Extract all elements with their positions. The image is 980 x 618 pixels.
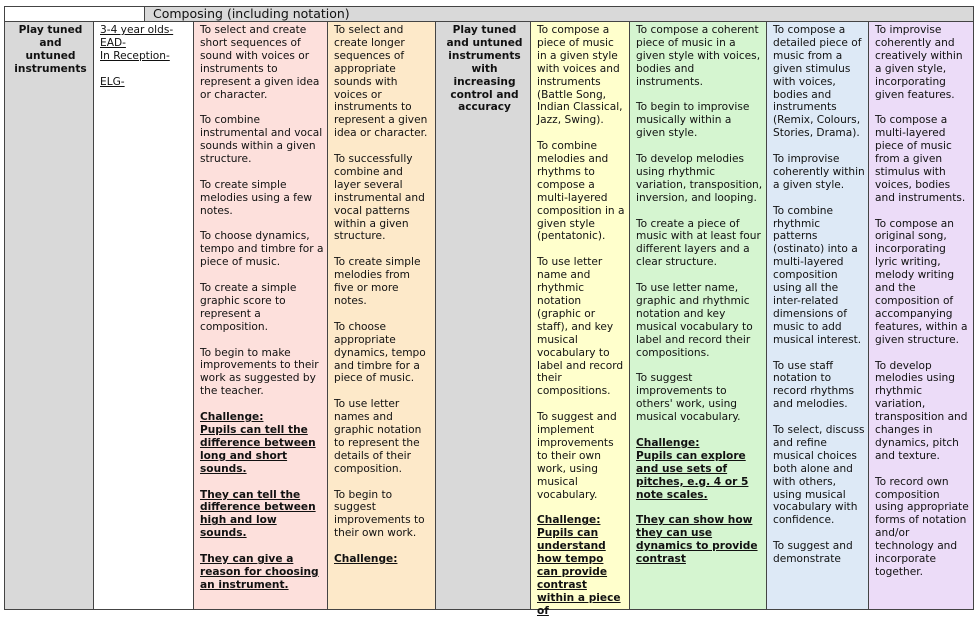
challenge-text: They can tell the difference between high and low sounds. — [200, 488, 316, 540]
heading-blank-cell — [4, 6, 145, 22]
challenge-text: They can give a reason for choosing an instrument. — [200, 553, 319, 591]
objective-text: To compose a piece of music in a given style with voices and instruments (Battle Song, Indian Classical, Jazz, Swing). — [537, 24, 623, 127]
objective-text: To create simple melodies using a few notes. — [200, 178, 313, 217]
objective-text: To suggest and demonstrate — [773, 540, 853, 566]
heading-row — [4, 6, 974, 22]
objective-text: To compose a multi-layered piece of music from a given stimulus with voices, bodies and instruments. — [875, 114, 966, 204]
spacer — [100, 63, 190, 76]
objective-text: To compose a coherent piece of music in a given style with voices, bodies and instruments. — [636, 24, 761, 88]
objective-text: To select and create short sequences of sound with voices or instruments to represent a given idea or character. — [200, 24, 320, 101]
objective-text: To combine melodies and rhythms to compose a multi-layered composition in a given style (pentatonic). — [537, 140, 625, 243]
column-year-1 — [194, 22, 328, 610]
challenge-text: Pupils can understand how tempo can provide contrast within a piece of — [537, 527, 621, 617]
column-label-play-with-control — [436, 22, 531, 610]
objective-text: To choose appropriate dynamics, tempo and timbre for a piece of music. — [334, 320, 426, 385]
objective-text: To record own composition using appropriate forms of notation and/or technology and incorporate together. — [875, 475, 969, 578]
column-year-5 — [767, 22, 869, 610]
column-year-4 — [630, 22, 767, 610]
objective-text: To use letter name and rhythmic notation (graphic or staff), and key musical vocabulary to label and record their compositions. — [537, 256, 624, 398]
objective-text: To begin to suggest improvements to their own work. — [334, 488, 425, 540]
challenge-text: They can show how they can use dynamics to provide contrast — [636, 514, 758, 566]
strand-label: Play tuned and untuned instruments with increasing control and accuracy — [446, 24, 523, 114]
challenge-heading: Challenge: — [537, 514, 601, 527]
objective-text: To combine instrumental and vocal sounds within a given structure. — [200, 114, 323, 166]
stage-label: EAD- — [100, 36, 126, 49]
objective-text: To begin to make improvements to their work as suggested by the teacher. — [200, 346, 319, 398]
objective-text: To create simple melodies from five or more notes. — [334, 256, 421, 307]
objective-text: To use letter name, graphic and rhythmic notation and key musical vocabulary to label and record their compositions. — [636, 282, 753, 359]
objective-text: To suggest and implement improvements to their own work, using musical vocabulary. — [537, 411, 617, 501]
objective-text: To create a simple graphic score to represent a composition. — [200, 282, 297, 333]
stage-label: 3-4 year olds- — [100, 24, 174, 36]
challenge-text: Pupils can explore and use sets of pitches, e.g. 4 or 5 note scales. — [636, 449, 749, 501]
objective-text: To use staff notation to record rhythms and melodies. — [773, 359, 855, 411]
challenge-text: Pupils can tell the difference between long and short sounds. — [200, 424, 316, 475]
objective-text: To improvise coherently and creatively within a given style, incorporating given features. — [875, 24, 963, 101]
objective-text: To create a piece of music with at least four different layers and a clear structure. — [636, 217, 761, 269]
objective-text: To begin to improvise musically within a given style. — [636, 101, 750, 140]
challenge-heading: Challenge: — [636, 436, 700, 449]
objective-text: To select and create longer sequences of appropriate sounds with voices or instruments to represent a given idea or character. — [334, 24, 428, 140]
objective-text: To improvise coherently within a given style. — [773, 153, 865, 191]
objective-text: To suggest improvements to others' work, using musical vocabulary. — [636, 372, 741, 424]
objective-text: To develop melodies using rhythmic variation, transposition, inversion, and looping. — [636, 153, 763, 204]
column-year-2 — [328, 22, 436, 610]
objective-text: To use letter names and graphic notation to represent the details of their composition. — [334, 398, 422, 475]
objective-text: To compose a detailed piece of music from a given stimulus with voices, bodies and instruments (Remix, Colours, Stories, Drama). — [773, 24, 862, 140]
objective-text: To choose dynamics, tempo and timbre for a piece of music. — [200, 230, 324, 269]
objective-text: To successfully combine and layer several instrumental and vocal patterns within a given structure. — [334, 153, 425, 243]
challenge-heading: Challenge: — [200, 411, 264, 424]
column-label-play-instruments — [4, 22, 94, 610]
column-eyfs — [94, 22, 194, 610]
objective-text: To develop melodies using rhythmic variation, transposition and changes in dynamics, pitch and texture. — [875, 359, 968, 462]
challenge-heading: Challenge: — [334, 553, 398, 566]
column-year-6 — [869, 22, 974, 610]
columns-row — [4, 22, 974, 617]
stage-label: In Reception- — [100, 49, 170, 62]
column-year-3 — [531, 22, 630, 617]
section-heading: Composing (including notation) — [145, 6, 974, 22]
stage-label: ELG- — [100, 75, 125, 88]
objective-text: To combine rhythmic patterns (ostinato) into a multi-layered composition using all the inter-related dimensions of music to add musical interest. — [773, 204, 862, 346]
strand-label: Play tuned and untuned instruments — [14, 24, 87, 75]
objective-text: To compose an original song, incorporating lyric writing, melody writing and the composition of accompanying features, within a given structure. — [875, 217, 968, 346]
objective-text: To select, discuss and refine musical choices both alone and with others, using musical vocabulary with confidence. — [773, 424, 865, 527]
